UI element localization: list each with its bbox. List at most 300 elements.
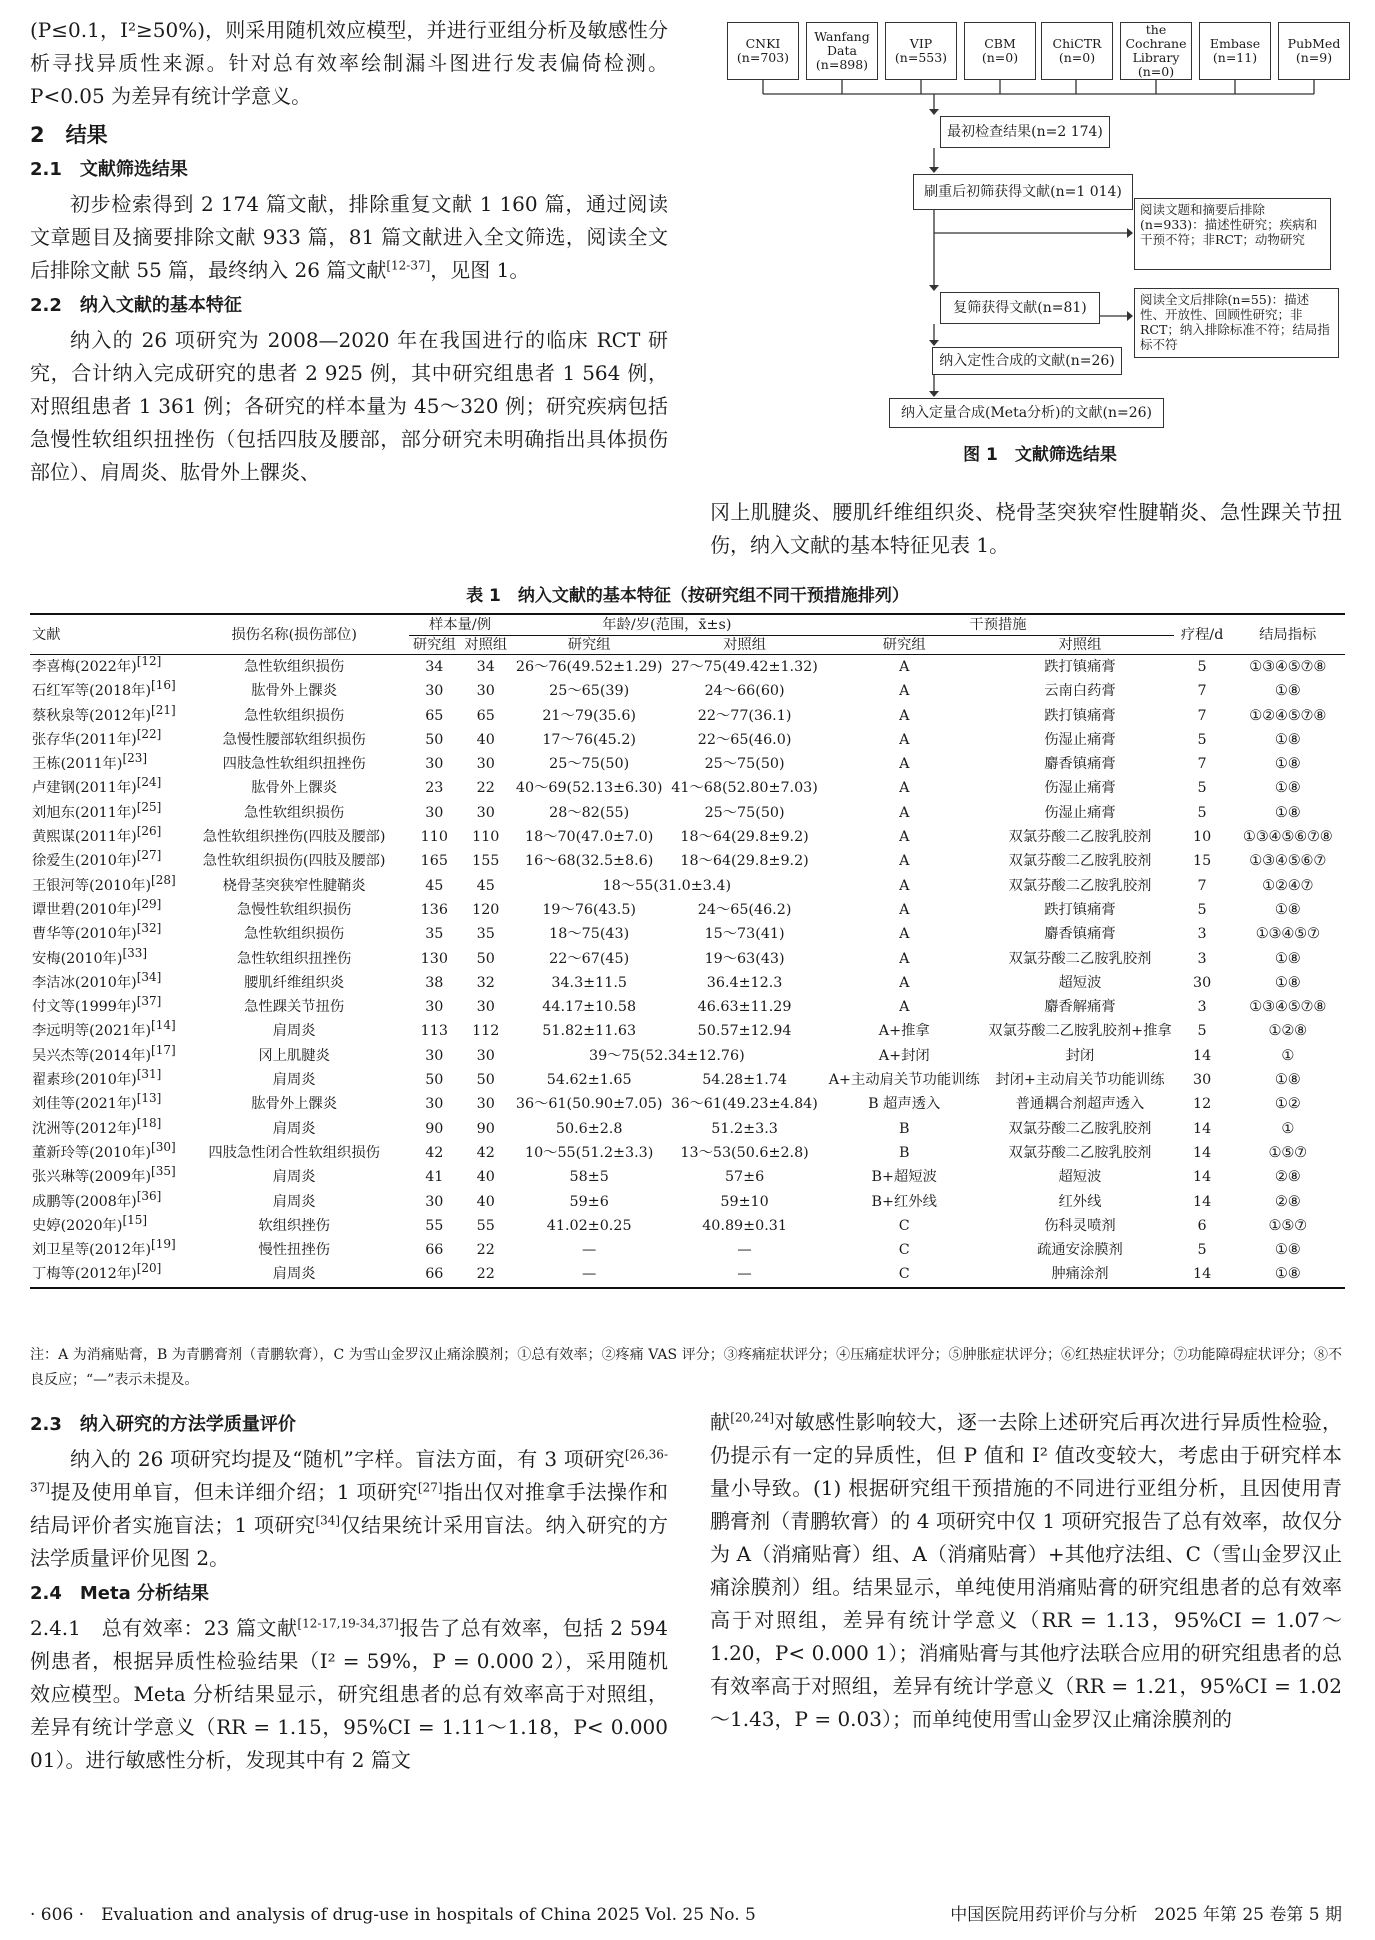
cell-n-study: 38 — [425, 974, 444, 991]
cell-age-control: 22～77(36.1) — [697, 707, 792, 724]
header-intervention: 干预措施 — [822, 614, 1173, 636]
citation: [35] — [151, 1165, 176, 1179]
subsection-heading-2-2: 2.2 纳入文献的基本特征 — [30, 295, 242, 316]
cell-int-control: 跌打镇痛膏 — [1044, 901, 1116, 918]
subsection-heading-2-3: 2.3 纳入研究的方法学质量评价 — [30, 1414, 296, 1435]
citation: [33] — [122, 946, 148, 960]
cell-age-study: 10～55(51.2±3.3) — [524, 1144, 654, 1161]
cell-int-study: C — [898, 1242, 910, 1259]
citation: [29] — [136, 897, 162, 912]
cell-course: 3 — [1197, 926, 1207, 943]
cell-outcome: ①⑧ — [1274, 901, 1301, 918]
cell-int-control: 双氯芬酸二乙胺乳胶剂 — [1008, 877, 1152, 894]
study-name: 安梅(2010年) — [32, 950, 123, 967]
citation: [30] — [151, 1140, 176, 1155]
cell-int-control: 麝香镇痛膏 — [1044, 926, 1116, 943]
cell-outcome: ①③④⑤⑥⑦ — [1249, 853, 1327, 870]
cell-int-control: 双氯芬酸二乙胺乳胶剂 — [1008, 1144, 1152, 1161]
cell-n-control: 22 — [460, 1262, 511, 1287]
cell-outcome: ①③④⑤⑦⑧ — [1249, 999, 1327, 1016]
cell-int-control: 超短波 — [1058, 974, 1102, 991]
cell-outcome: ①⑧ — [1230, 1262, 1345, 1287]
cell-n-study: 30 — [425, 683, 444, 700]
cell-int-study: A — [899, 999, 910, 1016]
cell-int-study: A — [899, 683, 910, 700]
study-name: 史婷(2020年) — [32, 1217, 123, 1234]
cell-n-control: 30 — [476, 804, 495, 821]
table-row — [30, 1044, 1345, 1068]
table-row — [30, 1068, 1345, 1092]
cell-age-study: 25～65(39) — [549, 683, 630, 700]
cell-injury: 四肢急性软组织扭挫伤 — [222, 756, 366, 773]
citation: [21] — [151, 703, 176, 717]
cell-course: 3 — [1197, 999, 1207, 1016]
cell-study — [30, 825, 180, 849]
cell-age-control: 22～65(46.0) — [697, 731, 792, 748]
table-row — [30, 1262, 1345, 1287]
right-column-top — [710, 496, 1342, 562]
header-n-study: 研究组 — [409, 636, 460, 655]
flow-full-text: 复筛获得文献(n=81) — [940, 292, 1100, 324]
cell-n-study: 42 — [425, 1144, 444, 1161]
header-age-control: 对照组 — [667, 636, 822, 655]
cell-n-control: 50 — [476, 950, 495, 967]
db-box-wanfang: Wanfang Data (n=898) — [806, 22, 878, 80]
cell-n-study: 50 — [425, 731, 444, 748]
cell-n-control: 40 — [476, 1193, 495, 1210]
cell-int-control: 伤湿止痛膏 — [1044, 731, 1116, 748]
footer-left: · 606 · Evaluation and analysis of drug-use in hospitals of China 2025 Vol. 25 No. 5 — [30, 1905, 756, 1925]
cell-n-control: 30 — [476, 683, 495, 700]
cell-age-study: 41.02±0.25 — [546, 1217, 632, 1234]
cell-n-control: 155 — [472, 853, 500, 870]
cell-n-study: 50 — [425, 1072, 444, 1089]
citation: [20,24] — [730, 1410, 775, 1425]
cell-n-control: 120 — [472, 901, 500, 918]
cell-study — [30, 801, 180, 825]
table-row — [30, 1165, 1345, 1189]
study-name: 卢建钢(2011年) — [32, 780, 137, 797]
cell-age-control: 25～75(50) — [704, 756, 785, 773]
cell-int-study: A — [899, 659, 910, 675]
study-name: 石红军等(2018年) — [32, 683, 152, 700]
cell-course: 6 — [1197, 1217, 1207, 1234]
cell-age-control: 18～64(29.8±9.2) — [680, 829, 809, 846]
cell-injury: 肩周炎 — [272, 1072, 316, 1089]
cell-int-control: 跌打镇痛膏 — [1044, 659, 1116, 675]
cell-study — [30, 776, 180, 800]
flow-after-dedup: 刷重后初筛获得文献(n=1 014) — [913, 174, 1133, 210]
citation: [32] — [136, 922, 162, 936]
header-age-study: 研究组 — [511, 636, 666, 655]
cell-outcome: ①⑧ — [1274, 683, 1301, 700]
cell-injury: 肱骨外上髁炎 — [251, 683, 338, 700]
cell-age-study: 59±6 — [569, 1193, 609, 1210]
citation: [28] — [151, 873, 176, 887]
cell-course: 5 — [1197, 659, 1207, 675]
cell-int-study: A+推拿 — [878, 1023, 930, 1040]
cell-int-control: 封闭 — [1065, 1047, 1095, 1064]
db-box-cbm: CBM (n=0) — [964, 22, 1036, 80]
cell-study — [30, 898, 180, 922]
cell-int-control: 双氯芬酸二乙胺乳胶剂 — [1008, 950, 1152, 967]
cell-injury: 急性软组织损伤 — [244, 926, 345, 943]
cell-int-control: 伤湿止痛膏 — [1044, 780, 1116, 797]
cell-int-control: 伤湿止痛膏 — [1044, 804, 1116, 821]
header-outcome: 结局指标 — [1230, 614, 1345, 655]
cell-age-study: — — [511, 1262, 666, 1287]
flow-exclusion-1: 阅读文题和摘要后排除(n=933)：描述性研究；疾病和干预不符；非RCT；动物研究 — [1134, 198, 1331, 270]
table-row — [30, 801, 1345, 825]
cell-study — [30, 1092, 180, 1116]
cell-study — [30, 922, 180, 946]
cell-age-control: 46.63±11.29 — [697, 999, 792, 1016]
cell-course: 7 — [1197, 877, 1207, 894]
cell-course: 14 — [1174, 1262, 1231, 1287]
header-sample-size: 样本量/例 — [409, 614, 512, 636]
cell-age-study: 25～75(50) — [549, 756, 630, 773]
cell-course: 10 — [1193, 829, 1212, 846]
db-box-pubmed: PubMed (n=9) — [1278, 22, 1350, 80]
cell-course: 5 — [1197, 731, 1207, 748]
cell-outcome: ①②⑧ — [1268, 1023, 1307, 1040]
cell-course: 5 — [1197, 804, 1207, 821]
left-column-bottom — [30, 1406, 668, 1777]
cell-course: 3 — [1197, 950, 1207, 967]
table-row — [30, 752, 1345, 776]
cell-age-control: 36～61(49.23±4.84) — [671, 1096, 818, 1113]
cell-n-study: 66 — [409, 1262, 460, 1287]
study-name: 李喜梅(2022年) — [32, 659, 137, 675]
cell-course: 14 — [1193, 1120, 1212, 1137]
subsection-heading-2-4: 2.4 Meta 分析结果 — [30, 1583, 210, 1604]
table-row — [30, 922, 1345, 946]
cell-age-control: 54.28±1.74 — [702, 1072, 787, 1089]
study-name: 王银河等(2010年) — [32, 877, 152, 894]
cell-age-study: 36～61(50.90±7.05) — [515, 1096, 663, 1113]
citation: [13] — [136, 1092, 162, 1106]
paragraph-2-4-1-cont: 献[20,24]对敏感性影响较大，逐一去除上述研究后再次进行异质性检验，仍提示有一定的异质性，但 P 值和 I² 值改变较大，考虑由于研究样本量小导致。(1) 根据研究组干预措施的不同进行亚组分析，且因使用青鹏膏剂（青鹏软膏）的 4 项研究中仅 1 项研究报告了总有效率，故仅分为 A（消痛贴膏）组、A（消痛贴膏）+其他疗法组、C（雪山金罗汉止痛涂膜剂）组。结果显示，单纯使用消痛贴膏的研究组患者的总有效率高于对照组，差异有统计学意义（RR = 1.13，95%CI = 1.07～1.20，P< 0.000 1）；消痛贴膏与其他疗法联合应用的研究组患者的总有效率高于对照组，差异有统计学意义（RR = 1.21，95%CI = 1.02～1.43，P = 0.03）；而单纯使用雪山金罗汉止痛涂膜剂的 — [710, 1410, 1343, 1731]
cell-int-study: A — [899, 901, 910, 918]
db-box-vip: VIP (n=553) — [885, 22, 957, 80]
citation: [14] — [151, 1019, 176, 1033]
cell-course: 7 — [1197, 756, 1207, 773]
cell-int-control: 云南白药膏 — [1044, 683, 1116, 700]
cell-n-study: 30 — [425, 804, 444, 821]
cell-int-study: C — [822, 1262, 986, 1287]
cell-outcome: ①⑧ — [1274, 1242, 1301, 1259]
cell-n-study: 110 — [420, 829, 448, 846]
cell-age-control: 24～65(46.2) — [697, 901, 792, 918]
citation: [34] — [136, 970, 162, 985]
citation: [12-37] — [386, 258, 431, 273]
cell-int-study: B — [898, 1144, 910, 1161]
cell-int-study: A — [899, 756, 910, 773]
right-column-bottom — [710, 1406, 1342, 1736]
cell-int-study: A — [899, 877, 910, 894]
citation: [23] — [122, 752, 148, 766]
section-heading-results: 2 结果 — [30, 123, 108, 147]
flow-qualitative: 纳入定性合成的文献(n=26) — [932, 347, 1122, 375]
study-name: 董新玲等(2010年) — [32, 1144, 152, 1161]
cell-injury: 肩周炎 — [272, 1193, 316, 1210]
cell-study — [30, 849, 180, 873]
study-name: 徐爱生(2010年) — [32, 853, 137, 870]
table-row — [30, 849, 1345, 873]
cell-injury: 急性软组织扭挫伤 — [236, 950, 352, 967]
cell-course: 14 — [1193, 1193, 1212, 1210]
study-name: 吴兴杰等(2014年) — [32, 1047, 152, 1064]
cell-outcome: ②⑧ — [1274, 1193, 1301, 1210]
table-row — [30, 1190, 1345, 1214]
study-name: 刘卫星等(2012年) — [32, 1242, 152, 1259]
cell-injury: 急慢性腰部软组织损伤 — [222, 731, 366, 748]
table-row — [30, 728, 1345, 752]
figure-1-caption: 图 1 文献筛选结果 — [963, 445, 1117, 465]
cell-int-control: 超短波 — [1058, 1169, 1102, 1186]
cell-int-study: A — [899, 853, 910, 870]
citation: [17] — [151, 1043, 176, 1057]
cell-age-control: 18～64(29.8±9.2) — [680, 853, 809, 870]
db-box-chictr: ChiCTR (n=0) — [1041, 22, 1113, 80]
cell-study — [30, 1117, 180, 1141]
study-name: 沈洲等(2012年) — [32, 1120, 137, 1137]
cell-n-control: 32 — [476, 974, 495, 991]
cell-int-study: A — [899, 804, 910, 821]
cell-int-control: 肿痛涂剂 — [986, 1262, 1174, 1287]
citation: [26] — [136, 825, 162, 839]
cell-int-control: 伤科灵喷剂 — [1044, 1217, 1116, 1234]
cell-n-control: 55 — [476, 1217, 495, 1234]
study-name: 曹华等(2010年) — [32, 926, 137, 943]
cell-injury: 急性软组织挫伤(四肢及腰部) — [202, 829, 386, 846]
citation: [20] — [136, 1262, 162, 1276]
db-box-cnki: CNKI (n=703) — [727, 22, 799, 80]
cell-n-study: 30 — [425, 999, 444, 1016]
cell-int-study: A+封闭 — [878, 1047, 930, 1064]
cell-age-study: 18～75(43) — [549, 926, 630, 943]
cell-study — [30, 1262, 180, 1287]
cell-n-study: 136 — [420, 901, 448, 918]
cell-n-control: 65 — [476, 707, 495, 724]
cell-age-control: 57±6 — [724, 1169, 765, 1186]
cell-outcome: ① — [1281, 1047, 1295, 1064]
flow-quantitative: 纳入定量合成(Meta分析)的文献(n=26) — [889, 398, 1164, 428]
paragraph-2-2-cont: 冈上肌腱炎、腰肌纤维组织炎、桡骨茎突狭窄性腱鞘炎、急性踝关节扭伤，纳入文献的基本特征见表 1。 — [710, 500, 1342, 557]
cell-course: 30 — [1193, 974, 1212, 991]
cell-study — [30, 1214, 180, 1238]
cell-int-control: 双氯芬酸二乙胺乳胶剂 — [1008, 1120, 1152, 1137]
cell-outcome: ①③④⑤⑥⑦⑧ — [1242, 829, 1333, 846]
cell-injury: 桡骨茎突狭窄性腱鞘炎 — [222, 877, 366, 894]
cell-age-control: 36.4±12.3 — [706, 974, 783, 991]
cell-int-study: A — [899, 731, 910, 748]
cell-study — [30, 995, 180, 1019]
cell-n-control: 50 — [476, 1072, 495, 1089]
citation: [12] — [136, 654, 162, 669]
citation: [25] — [136, 800, 162, 815]
cell-study — [30, 1019, 180, 1043]
cell-age-control: 15～73(41) — [704, 926, 785, 943]
cell-study — [30, 1044, 180, 1068]
study-name: 刘佳等(2021年) — [32, 1096, 137, 1113]
cell-outcome: ① — [1281, 1120, 1295, 1137]
table-row — [30, 898, 1345, 922]
cell-course: 14 — [1193, 1169, 1212, 1186]
study-name: 丁梅等(2012年) — [32, 1266, 137, 1283]
paragraph-2-3: 纳入的 26 项研究均提及“随机”字样。盲法方面，有 3 项研究[26,36-37]提及使用单盲，但未详细介绍；1 项研究[27]指出仅对推拿手法操作和结局评价者实施盲法；1 项研究[34]仅结果统计采用盲法。纳入研究的方法学质量评价见图 2。 — [30, 1447, 668, 1570]
cell-int-control: 双氯芬酸二乙胺乳胶剂 — [1008, 853, 1152, 870]
cell-int-study: B+超短波 — [871, 1169, 937, 1186]
db-box-cochrane: the Cochrane Library (n=0) — [1120, 22, 1192, 80]
cell-age-study: 17～76(45.2) — [542, 731, 636, 748]
cell-outcome: ①⑧ — [1274, 756, 1301, 773]
citation: [34] — [315, 1513, 341, 1528]
cell-course: 14 — [1193, 1144, 1212, 1161]
cell-n-study: 35 — [425, 926, 444, 943]
table-row — [30, 874, 1345, 898]
cell-int-study: A — [899, 829, 910, 846]
cell-injury: 腰肌纤维组织炎 — [244, 974, 345, 991]
cell-n-control: 35 — [476, 926, 495, 943]
cell-n-study: 90 — [425, 1120, 444, 1137]
cell-age-control: — — [667, 1262, 822, 1287]
cell-age-study: 21～79(35.6) — [542, 707, 636, 724]
cell-age-merged: 18～55(31.0±3.4) — [602, 877, 732, 894]
cell-int-study: A — [899, 926, 910, 943]
table-row — [30, 1117, 1345, 1141]
cell-course: 7 — [1197, 683, 1207, 700]
cell-study — [30, 1190, 180, 1214]
table-1 — [30, 613, 1345, 1289]
cell-n-control: 45 — [476, 877, 495, 894]
cell-injury: 急性软组织损伤(四肢及腰部) — [202, 853, 386, 870]
cell-age-study: 22～67(45) — [549, 950, 630, 967]
cell-n-study: 30 — [425, 756, 444, 773]
cell-course: 15 — [1193, 853, 1212, 870]
cell-n-study: 30 — [425, 1096, 444, 1113]
cell-outcome: ①⑧ — [1274, 731, 1301, 748]
cell-injury: 急性踝关节扭伤 — [244, 999, 345, 1016]
cell-age-control: 19～63(43) — [704, 950, 785, 967]
cell-course: 12 — [1193, 1096, 1212, 1113]
cell-age-study: — — [582, 1242, 597, 1259]
citation: [12-17,19-34,37] — [297, 1616, 399, 1631]
cell-outcome: ①② — [1274, 1096, 1301, 1113]
cell-age-study: 34.3±11.5 — [551, 974, 627, 991]
table-1-title: 表 1 纳入文献的基本特征（按研究组不同干预措施排列） — [466, 586, 909, 606]
cell-course: 5 — [1197, 780, 1207, 797]
study-name: 刘旭东(2011年) — [32, 804, 137, 821]
cell-n-study: 41 — [425, 1169, 444, 1186]
study-name: 张兴琳等(2009年) — [32, 1169, 152, 1186]
cell-age-study: 16～68(32.5±8.6) — [524, 853, 654, 870]
header-injury: 损伤名称(损伤部位) — [180, 614, 409, 655]
cell-int-study: A — [899, 780, 910, 797]
cell-n-control: 42 — [476, 1144, 495, 1161]
citation: [15] — [122, 1213, 148, 1228]
cell-injury: 急性软组织损伤 — [244, 659, 345, 675]
table-row — [30, 1092, 1345, 1116]
cell-injury: 肩周炎 — [272, 1120, 316, 1137]
header-age: 年龄/岁(范围，x̄±s) — [511, 614, 822, 636]
study-name: 翟素珍(2010年) — [32, 1072, 137, 1089]
table-row — [30, 1141, 1345, 1165]
table-1-body — [30, 655, 1345, 1288]
cell-study — [30, 704, 180, 728]
cell-outcome: ①②④⑤⑦⑧ — [1249, 707, 1327, 724]
citation: [18] — [136, 1116, 162, 1130]
cell-n-study: 34 — [425, 659, 444, 675]
citation: [31] — [136, 1068, 162, 1082]
table-row — [30, 995, 1345, 1019]
cell-age-study: 44.17±10.58 — [542, 999, 637, 1016]
study-name: 成鹏等(2008年) — [32, 1193, 137, 1210]
citation: [27] — [417, 1480, 443, 1495]
cell-outcome: ①②④⑦ — [1262, 877, 1314, 894]
cell-injury: 肩周炎 — [272, 1169, 316, 1186]
cell-outcome: ①⑧ — [1274, 1072, 1301, 1089]
cell-study — [30, 947, 180, 971]
cell-outcome: ①⑧ — [1274, 950, 1301, 967]
cell-outcome: ①③④⑤⑦⑧ — [1249, 659, 1327, 675]
cell-age-study: 50.6±2.8 — [555, 1120, 623, 1137]
cell-n-control: 22 — [476, 1242, 495, 1259]
cell-n-study: 65 — [425, 707, 444, 724]
cell-course: 14 — [1193, 1047, 1212, 1064]
study-name: 谭世碧(2010年) — [32, 901, 137, 918]
cell-outcome: ①⑧ — [1274, 780, 1301, 797]
cell-age-control: 25～75(50) — [704, 804, 785, 821]
cell-n-control: 22 — [476, 780, 495, 797]
study-name: 张存华(2011年) — [32, 731, 137, 748]
cell-n-study: 66 — [425, 1242, 444, 1259]
cell-age-study: 51.82±11.63 — [542, 1023, 637, 1040]
cell-study — [30, 1238, 180, 1262]
cell-int-control: 麝香镇痛膏 — [1044, 756, 1116, 773]
cell-n-control: 30 — [476, 999, 495, 1016]
cell-study — [30, 874, 180, 898]
cell-course: 5 — [1197, 1023, 1207, 1040]
cell-n-control: 30 — [476, 756, 495, 773]
citation: [37] — [136, 995, 162, 1009]
cell-n-control: 110 — [472, 829, 500, 846]
study-name: 黄熙谋(2011年) — [32, 829, 137, 846]
table-row — [30, 947, 1345, 971]
cell-n-control: 40 — [476, 1169, 495, 1186]
cell-int-control: 疏通安涂膜剂 — [1037, 1242, 1123, 1259]
cell-injury: 四肢急性闭合性软组织损伤 — [208, 1144, 380, 1161]
cell-age-study: 18～70(47.0±7.0) — [524, 829, 654, 846]
header-course: 疗程/d — [1174, 614, 1231, 655]
cell-int-study: B — [898, 1120, 910, 1137]
subsection-heading-2-1: 2.1 文献筛选结果 — [30, 159, 188, 180]
cell-n-control: 90 — [476, 1120, 495, 1137]
flow-initial-results: 最初检查结果(n=2 174) — [940, 116, 1110, 148]
study-name: 李洁冰(2010年) — [32, 974, 137, 991]
cell-int-control: 封闭+主动肩关节功能训练 — [995, 1072, 1165, 1089]
table-row — [30, 679, 1345, 703]
cell-age-control: 51.2±3.3 — [711, 1120, 778, 1137]
cell-int-study: A — [899, 974, 910, 991]
cell-injury: 急慢性软组织损伤 — [236, 901, 352, 918]
cell-injury: 肩周炎 — [180, 1262, 409, 1287]
cell-injury: 软组织挫伤 — [258, 1217, 330, 1234]
cell-course: 30 — [1193, 1072, 1212, 1089]
cell-n-study: 45 — [425, 877, 444, 894]
citation: [22] — [136, 727, 162, 742]
cell-n-control: 30 — [476, 1047, 495, 1064]
